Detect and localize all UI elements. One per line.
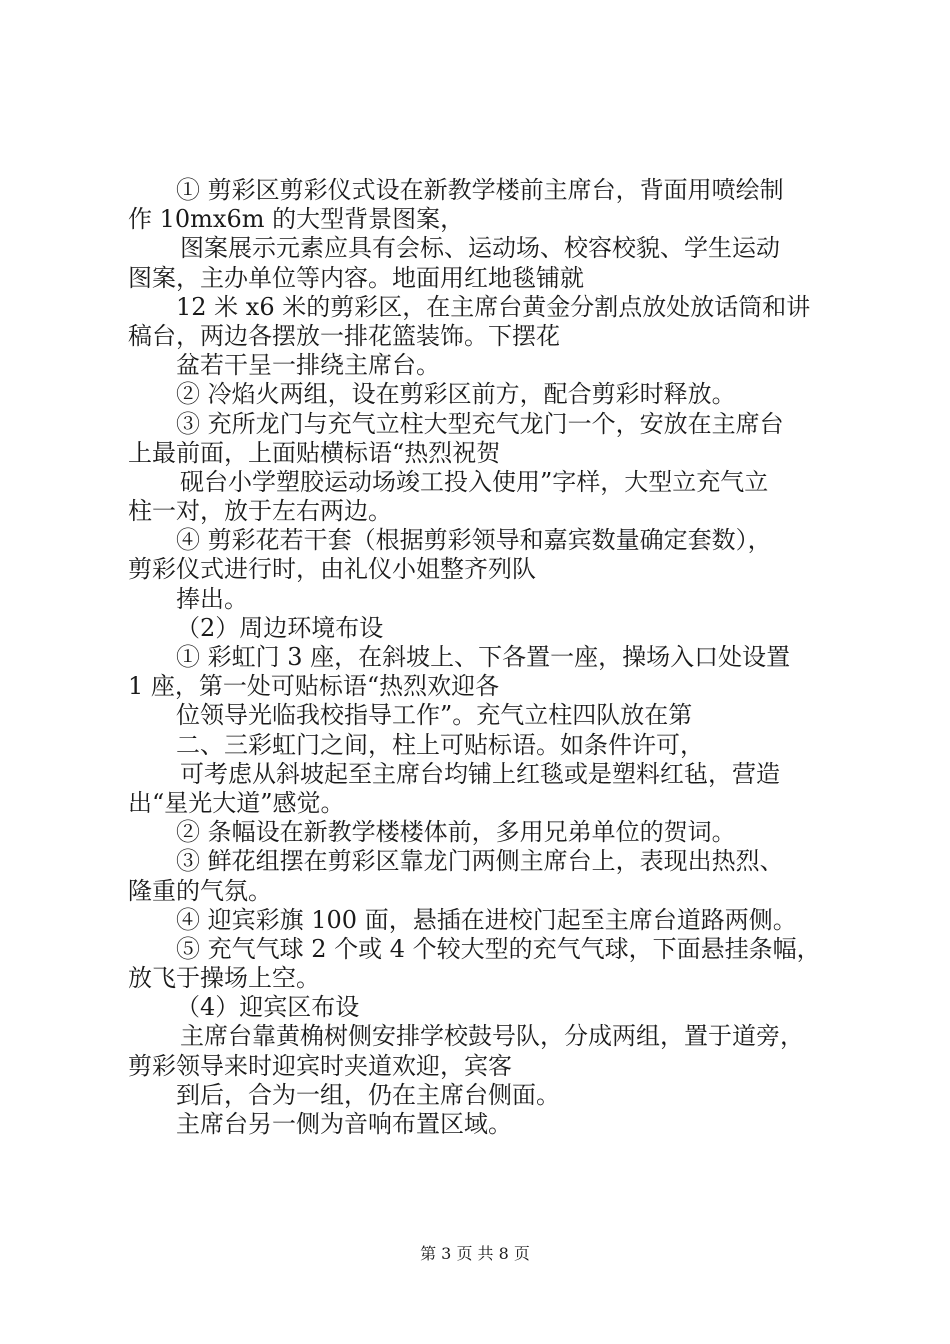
paragraph-line: 稿台，两边各摆放一排花篮装饰。下摆花 xyxy=(128,321,560,350)
paragraph-line: 剪彩领导来时迎宾时夹道欢迎，宾客 xyxy=(128,1051,512,1080)
paragraph-line: 主席台另一侧为音响布置区域。 xyxy=(176,1110,512,1138)
paragraph-line: 放飞于操场上空。 xyxy=(128,964,320,993)
paragraph-line: 隆重的气氛。 xyxy=(128,876,272,905)
paragraph-line: ③ 鲜花组摆在剪彩区靠龙门两侧主席台上，表现出热烈、 xyxy=(176,847,784,876)
paragraph-line: 图案展示元素应具有会标、运动场、校容校貌、学生运动 xyxy=(180,234,780,263)
paragraph-line: 二、三彩虹门之间，柱上可贴标语。如条件许可， xyxy=(176,730,704,759)
paragraph-line: 可考虑从斜坡起至主席台均铺上红毯或是塑料红毡，营造 xyxy=(180,759,780,788)
paragraph-line: ② 冷焰火两组，设在剪彩区前方，配合剪彩时释放。 xyxy=(176,380,736,409)
paragraph-line: ② 条幅设在新教学楼楼体前，多用兄弟单位的贺词。 xyxy=(176,818,736,847)
paragraph-line: 到后，合为一组，仍在主席台侧面。 xyxy=(176,1080,560,1109)
paragraph-line: ⑤ 充气气球 2 个或 4 个较大型的充气气球，下面悬挂条幅， xyxy=(176,934,821,963)
paragraph-line: 上最前面，上面贴横标语“热烈祝贺 xyxy=(128,438,501,467)
paragraph-line: 1 座，第一处可贴标语“热烈欢迎各 xyxy=(128,672,500,701)
paragraph-line: 作 10mx6m 的大型背景图案， xyxy=(128,205,465,234)
paragraph-line: 位领导光临我校指导工作”。充气立柱四队放在第 xyxy=(176,701,693,730)
section-heading: （2）周边环境布设 xyxy=(176,613,384,642)
paragraph-line: 砚台小学塑胶运动场竣工投入使用”字样，大型立充气立 xyxy=(180,467,769,496)
section-heading: （4）迎宾区布设 xyxy=(176,993,360,1022)
paragraph-line: 主席台靠黄桷树侧安排学校鼓号队，分成两组，置于道旁， xyxy=(180,1022,804,1051)
paragraph-line: 剪彩仪式进行时，由礼仪小姐整齐列队 xyxy=(128,555,536,584)
paragraph-line: ① 彩虹门 3 座，在斜坡上、下各置一座，操场入口处设置 xyxy=(176,643,791,671)
paragraph-line: 捧出。 xyxy=(176,584,248,613)
page-number-footer: 第 3 页 共 8 页 xyxy=(420,1244,530,1263)
document-body xyxy=(128,176,838,1139)
paragraph-line: ③ 充所龙门与充气立柱大型充气龙门一个，安放在主席台 xyxy=(176,409,784,438)
paragraph-line: 柱一对，放于左右两边。 xyxy=(128,497,392,526)
paragraph-line: 12 米 x6 米的剪彩区，在主席台黄金分割点放处放话筒和讲 xyxy=(176,292,811,321)
paragraph-line: 出“星光大道”感觉。 xyxy=(128,788,345,817)
paragraph-line: 图案，主办单位等内容。地面用红地毯铺就 xyxy=(128,263,584,292)
paragraph-line: ④ 剪彩花若干套（根据剪彩领导和嘉宾数量确定套数）， xyxy=(176,526,772,555)
paragraph-line: ④ 迎宾彩旗 100 面，悬插在进校门起至主席台道路两侧。 xyxy=(176,905,797,934)
paragraph-line: 盆若干呈一排绕主席台。 xyxy=(176,351,440,380)
paragraph-line: ① 剪彩区剪彩仪式设在新教学楼前主席台，背面用喷绘制 xyxy=(176,176,784,204)
